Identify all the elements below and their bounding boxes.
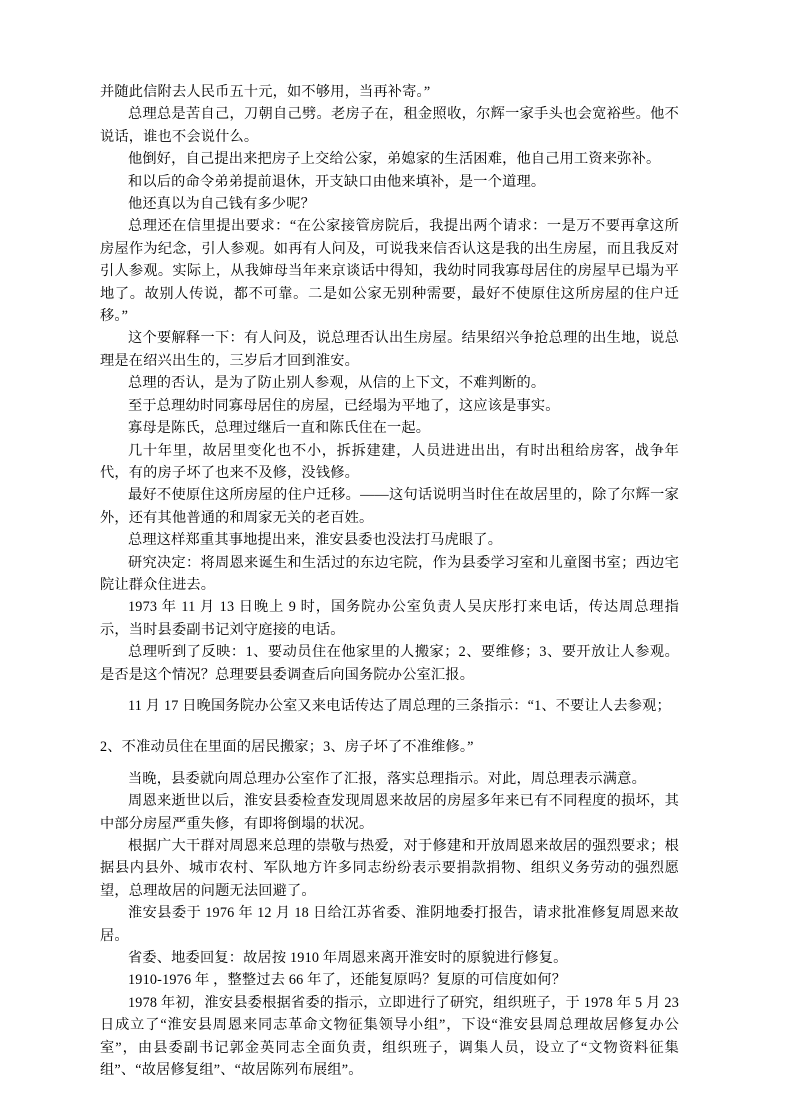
paragraph-12: 最好不使原住这所房屋的住户迁移。——这句话说明当时住在故居里的，除了尔辉一家外，还有其他普通的和周家无关的老百姓。 [100,487,679,526]
paragraph-24: 1910-1976 年 ，整整过去 66 年了，还能复原吗？复原的可信度如何？ [128,972,567,989]
paragraph-11: 几十年里，故居里变化也不小，拆拆建建，人员进进出出，有时出租给房客，战争年代，有的房子坏了也来不及修，没钱修。 [100,442,679,481]
paragraph-10: 寡母是陈氏，总理过继后一直和陈氏住在一起。 [128,420,431,437]
paragraph-1: 并随此信附去人民币五十元，如不够用，当再补寄。” [100,84,431,100]
paragraph-4: 和以后的命令弟弟提前退休，开支缺口由他来填补，是一个道理。 [128,173,546,190]
paragraph-3: 他倒好，自己提出来把房子上交给公家，弟媳家的生活困难，他自己用工资来弥补。 [128,151,661,168]
paragraph-17: 11 月 17 日晚国务院办公室又来电话传达了周总理的三条指示：“1、不要让人去参观； [128,697,671,714]
paragraph-20: 周恩来逝世以后，淮安县委检查发现周恩来故居的房屋多年来已有不同程度的损坏，其中部分房屋严重失修，有即将倒塌的状况。 [100,793,679,832]
paragraph-15: 1973 年 11 月 13 日晚上 9 时，国务院办公室负责人吴庆彤打来电话，传达周总理指示，当时县委副书记刘守庭接的电话。 [100,599,679,638]
paragraph-21: 根据广大干群对周恩来总理的崇敬与热爱，对于修建和开放周恩来故居的强烈要求；根据县内县外、城市农村、军队地方许多同志纷纷表示要捐款捐物、组织义务劳动的强烈愿望，总理故居的问题无法回避了。 [100,838,679,899]
paragraph-23: 省委、地委回复：故居按 1910 年周恩来离开淮安时的原貌进行修复。 [128,950,568,967]
document-text-area [100,81,679,1081]
paragraph-18: 2、不准动员住在里面的居民搬家；3、房子坏了不准维修。” [100,739,474,756]
paragraph-13: 总理这样郑重其事地提出来，淮安县委也没法打马虎眼了。 [128,532,503,549]
paragraph-9: 至于总理幼时同寡母居住的房屋，已经塌为平地了，这应该是事实。 [128,397,560,414]
paragraph-14: 研究决定：将周恩来诞生和生活过的东边宅院，作为县委学习室和儿童图书室；西边宅院让群众住进去。 [100,554,679,593]
paragraph-6: 总理还在信里提出要求：“在公家接管房院后，我提出两个请求：一是万不要再拿这所房屋作为纪念，引人参观。如再有人问及，可说我来信否认这是我的出生房屋，而且我反对引人参观。实际上，从我婶母当年来京谈话中得知，我幼时同我寡母居住的房屋早已塌为平地了。故别人传说，都不可靠。二是如公家无别种需要，最好不使原住这所房屋的住户迁移。” [100,218,679,325]
paragraph-5: 他还真以为自己钱有多少呢？ [128,196,316,213]
paragraph-25: 1978 年初，淮安县委根据省委的指示，立即进行了研究，组织班子，于 1978 年 5 月 23 日成立了“淮安县周恩来同志革命文物征集领导小组”，下设“淮安县周总理故居修复办公室”，由县委副书记郭金英同志全面负责，组织班子，调集人员，设立了“文物资料征集组”、“故居修复组”、“故居陈列布展组”。 [100,994,679,1079]
paragraph-7: 这个要解释一下：有人问及，说总理否认出生房屋。结果绍兴争抢总理的出生地，说总理是在绍兴出生的，三岁后才回到淮安。 [100,330,679,369]
paragraph-19: 当晚，县委就向周总理办公室作了汇报，落实总理指示。对此，周总理表示满意。 [128,770,646,787]
paragraph-22: 淮安县委于 1976 年 12 月 18 日给江苏省委、淮阴地委打报告，请求批准修复周恩来故居。 [100,905,679,944]
paragraph-8: 总理的否认，是为了防止别人参观，从信的上下文，不难判断的。 [128,375,546,392]
paragraph-16: 总理听到了反映：1、要动员住在他家里的人搬家；2、要维修；3、要开放让人参观。是否是这个情况？总理要县委调查后向国务院办公室汇报。 [100,644,679,683]
paragraph-2: 总理总是苦自己，刀朝自己劈。老房子在，租金照收，尔辉一家手头也会宽裕些。他不说话，谁也不会说什么。 [100,106,679,145]
